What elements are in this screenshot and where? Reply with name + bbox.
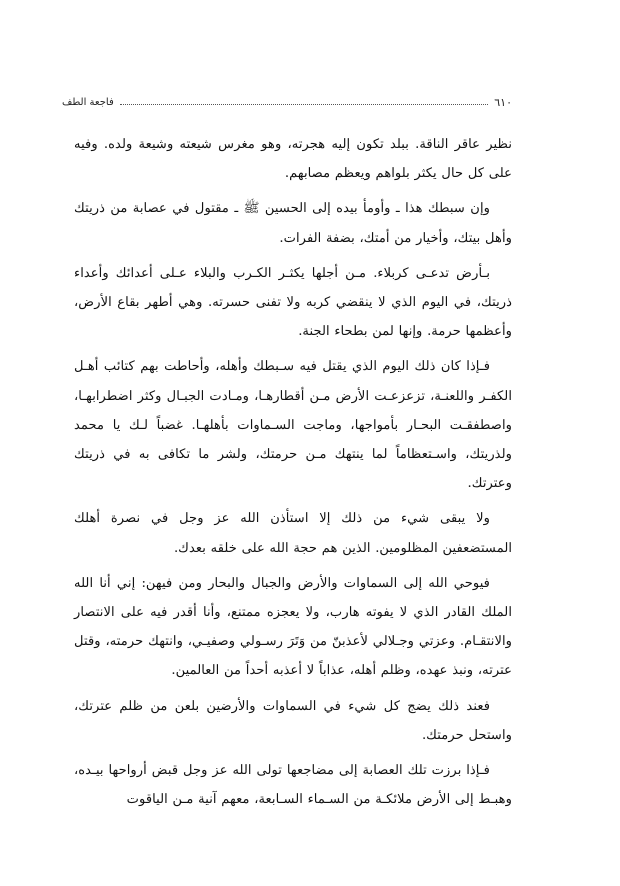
paragraph: وإن سبطك هذا ـ وأومأ بيده إلى الحسين ﷺ ـ مقتول في عصابة من ذريتك وأهل بيتك، وأخيار من أمتك، بضفة الفرات. (74, 201, 512, 246)
paragraph: نظير عاقر الناقة. ببلد تكون إليه هجرته، وهو مغرس شيعته وشيعة ولده. وفيه على كل حال يكثر بلواهم ويعظم مصابهم. (74, 137, 512, 182)
page-header (62, 94, 512, 110)
header-dot-leader (120, 104, 489, 105)
paragraph: فـإذا برزت تلك العصابة إلى مضاجعها تولى الله عز وجل قبض أرواحها بيـده، وهبـط إلى الأرض ملائكـة من السـماء السـابعة، معهم آنية مـن الياقوت (74, 763, 512, 808)
running-title: فاجعة الطف (62, 96, 114, 108)
page-number: ٦١٠ (494, 95, 512, 109)
paragraph: فعند ذلك يضج كل شيء في السماوات والأرضين بلعن من ظلم عترتك، واستحل حرمتك. (74, 698, 512, 743)
paragraph: فـإذا كان ذلك اليوم الذي يقتل فيه سـبطك وأهله، وأحاطت بهم كتائب أهـل الكفـر واللعنـة، تزعزعـت الأرض مـن أقطارهـا، ومـادت الجبـال وكثر اضطرابهـا، واصطفقـت البحـار بأمواجها، وماجت السـماوات بأهلهـا. غضباً لـك يا محمد ولذريتك، واسـتعظاماً لما ينتهك مـن حرمتك، ولشر ما تكافى به في ذريتك وعترتك. (74, 359, 512, 492)
page-body (74, 130, 512, 820)
paragraph: بـأرض تدعـى كربلاء. مـن أجلها يكثـر الكـرب والبلاء عـلى أعدائك وأعداء ذريتك، في اليوم الذي لا ينقضي كربه ولا تفنى حسرته. وهي أطهر بقاع الأرض، وأعظمها حرمة. وإنها لمن بطحاء الجنة. (74, 265, 512, 340)
paragraph: فيوحي الله إلى السماوات والأرض والجبال والبحار ومن فيهن: إني أنا الله الملك القادر الذي لا يفوته هارب، ولا يعجزه ممتنع، وأنا أقدر فيه على الانتصار والانتقـام. وعزتي وجـلالي لأعذبنّ من وَتَرَ رسـولي وصفيـي، وانتهك حرمته، وقتل عترته، ونبذ عهده، وظلم أهله، عذاباً لا أعذبه أحداً من العالمين. (74, 575, 512, 679)
paragraph: ولا يبقى شيء من ذلك إلا استأذن الله عز وجل في نصرة أهلك المستضعفين المظلومين. الذين هم حجة الله على خلقه بعدك. (74, 511, 512, 556)
